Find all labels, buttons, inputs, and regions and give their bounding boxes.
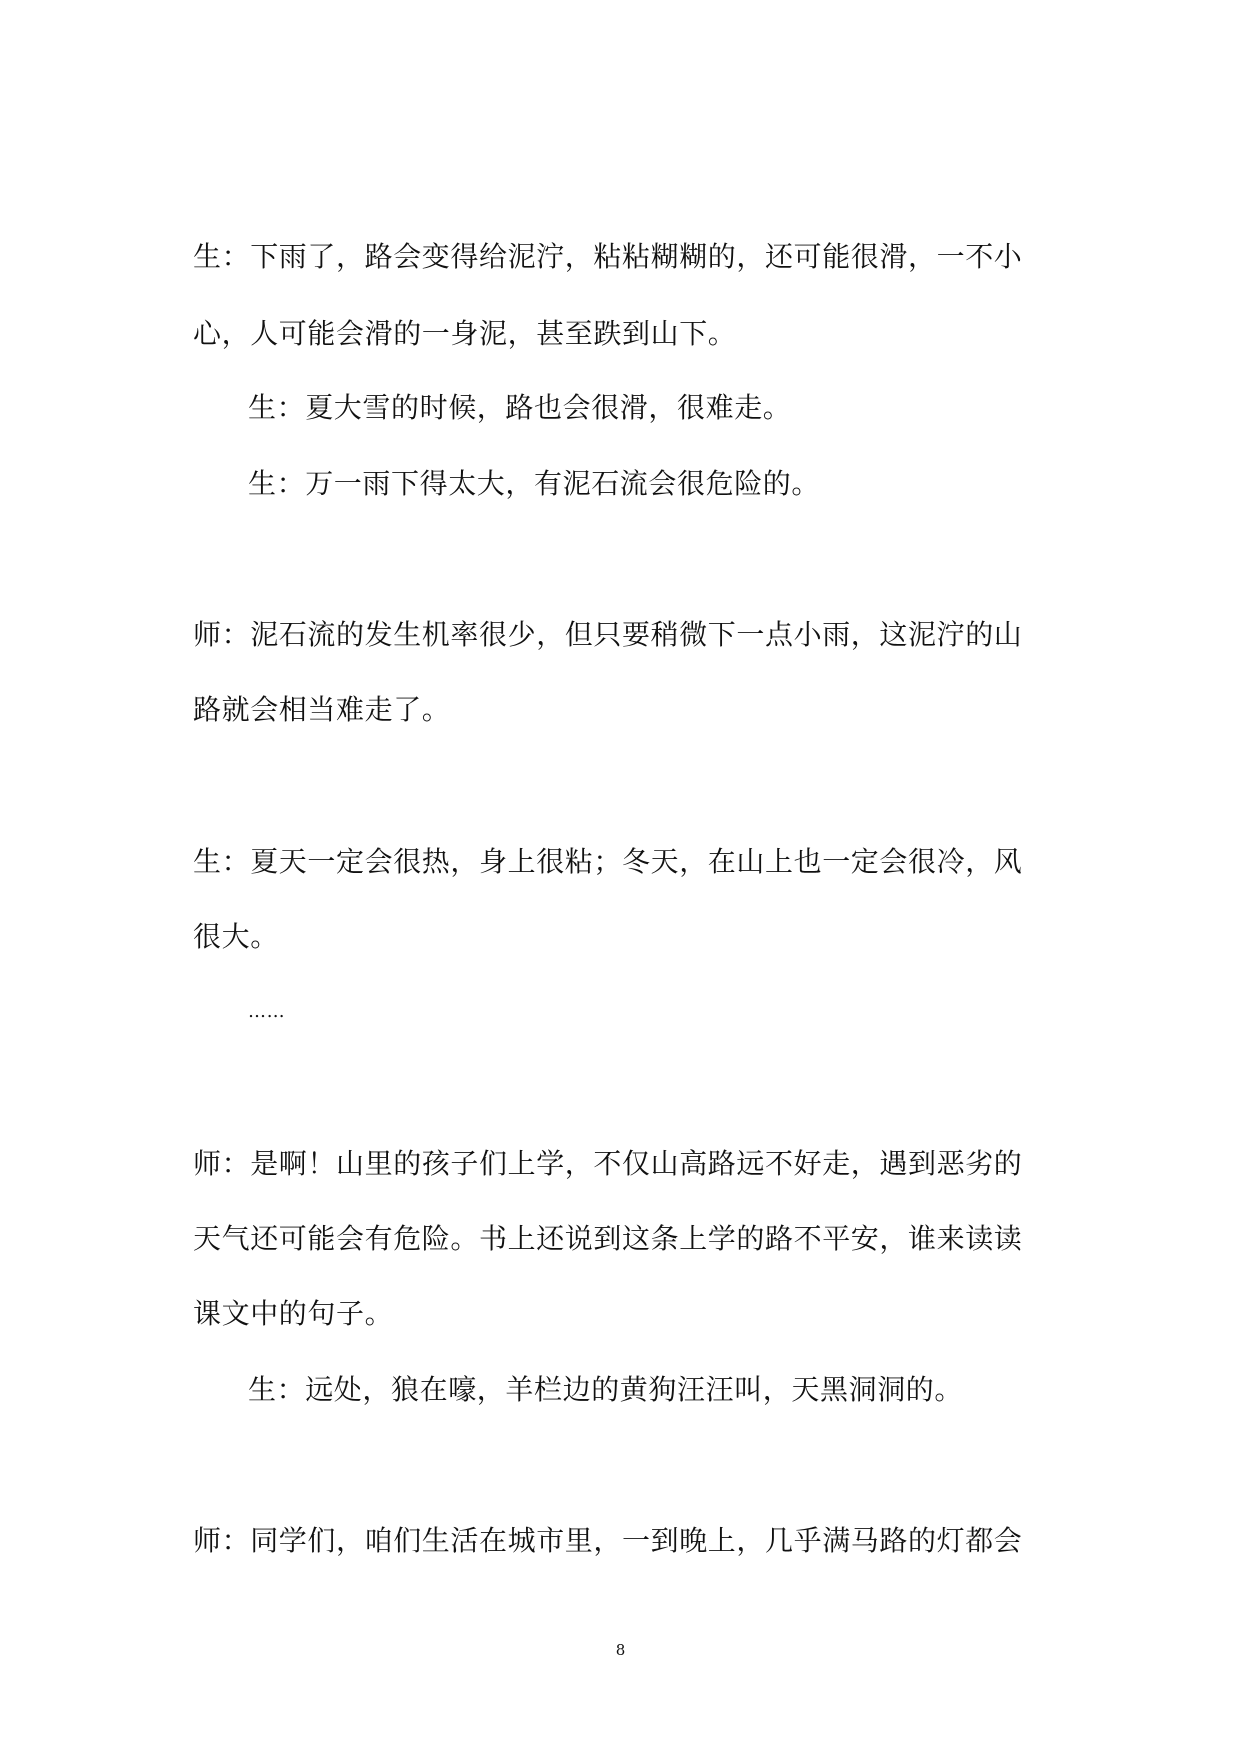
page-number: 8 xyxy=(615,1641,626,1659)
text-line: 生：万一雨下得太大，有泥石流会很危险的。 xyxy=(248,467,821,500)
ellipsis: …… xyxy=(248,1001,286,1022)
text-line: 心，人可能会滑的一身泥，甚至跌到山下。 xyxy=(193,317,737,350)
text-line: 天气还可能会有危险。书上还说到这条上学的路不平安，谁来读读 xyxy=(193,1222,1023,1255)
text-line: 生：夏天一定会很热，身上很粘；冬天，在山上也一定会很冷，风 xyxy=(193,845,1023,878)
text-line: 生：远处，狼在嚎，羊栏边的黄狗汪汪叫，天黑洞洞的。 xyxy=(248,1373,964,1406)
text-line: 师：是啊！山里的孩子们上学，不仅山高路远不好走，遇到恶劣的 xyxy=(193,1147,1023,1180)
text-line: 师：同学们，咱们生活在城市里，一到晚上，几乎满马路的灯都会 xyxy=(193,1524,1023,1557)
text-line: 生：夏大雪的时候，路也会很滑，很难走。 xyxy=(248,391,792,424)
text-line: 路就会相当难走了。 xyxy=(193,693,451,726)
text-line: 很大。 xyxy=(193,920,279,953)
text-line: 师：泥石流的发生机率很少，但只要稍微下一点小雨，这泥泞的山 xyxy=(193,618,1023,651)
text-line: 生：下雨了，路会变得给泥泞，粘粘糊糊的，还可能很滑，一不小 xyxy=(193,240,1023,273)
text-line: 课文中的句子。 xyxy=(193,1297,394,1330)
